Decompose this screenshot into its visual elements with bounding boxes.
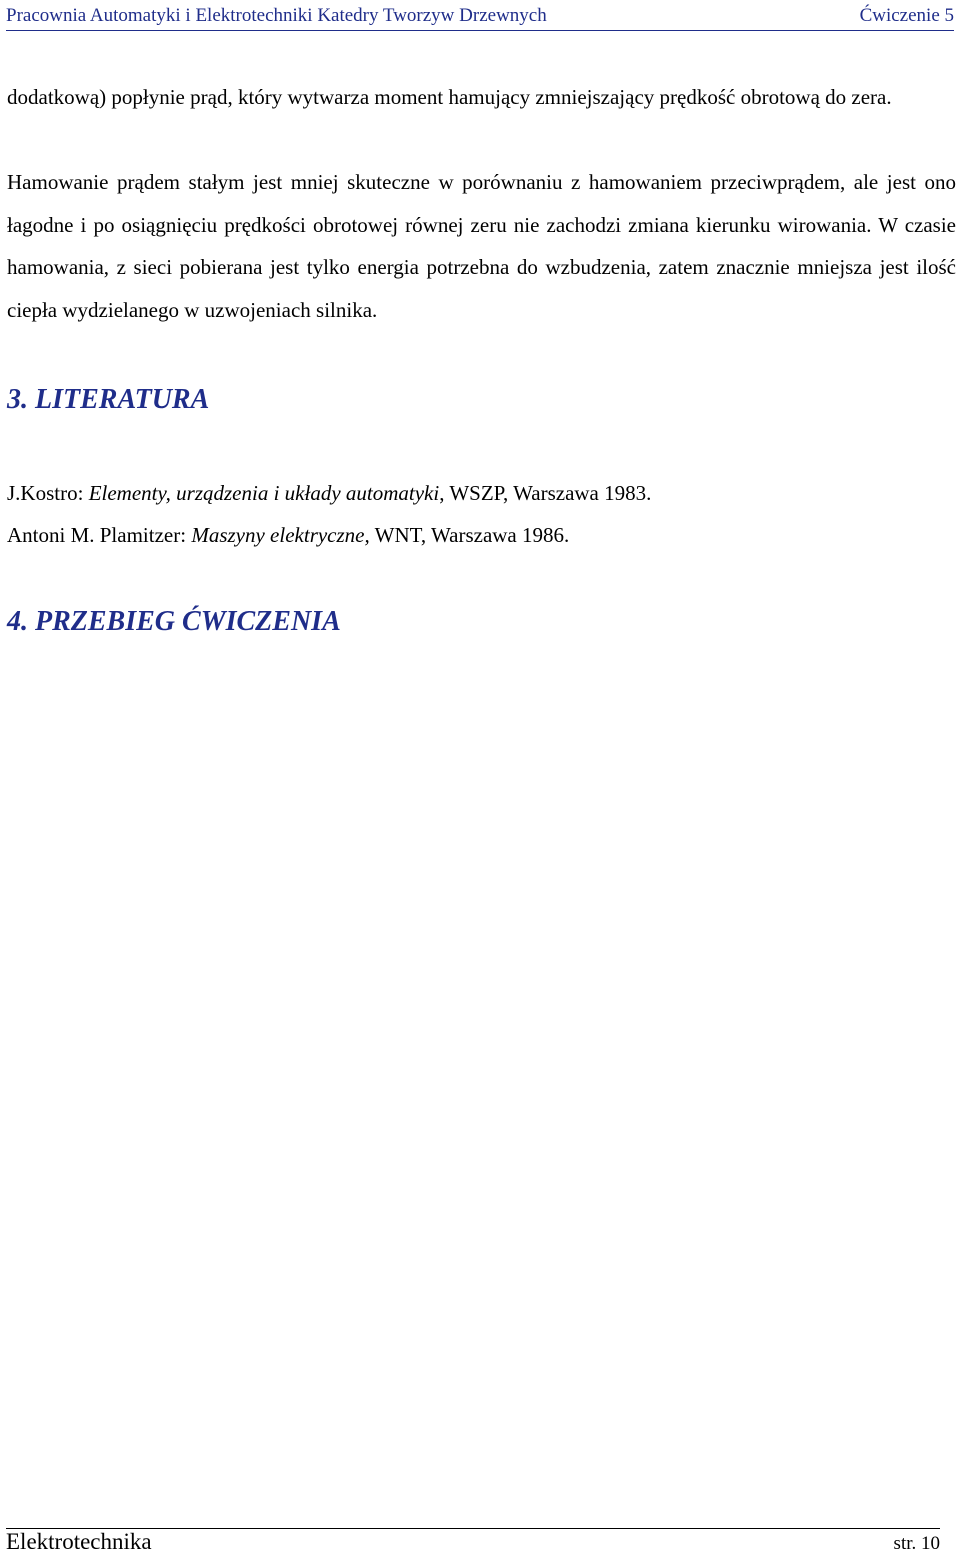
reference-title: Maszyny elektryczne,	[191, 523, 370, 547]
reference-author: Antoni M. Plamitzer:	[7, 523, 192, 547]
reference-publisher: WNT, Warszawa 1986.	[369, 523, 570, 547]
header-exercise: Ćwiczenie 5	[859, 5, 954, 26]
page-header	[6, 2, 954, 31]
page-number: str. 10	[893, 1533, 940, 1554]
section-heading-przebieg: 4. PRZEBIEG ĆWICZENIA	[7, 606, 341, 637]
section-heading-literatura: 3. LITERATURA	[7, 384, 210, 415]
footer-subject: Elektrotechnika	[6, 1529, 152, 1554]
reference-item-1	[7, 481, 651, 506]
paragraph-dc-braking: Hamowanie prądem stałym jest mniej skuteczne w porównaniu z hamowaniem przeciwprądem, ale jest ono łagodne i po osiągnięciu prędkości obrotowej równej zeru nie zachodzi zmiana kierunku wirowania. W czasie hamowania, z sieci pobierana jest tylko energia potrzebna do wzbudzenia, zatem znacznie mniejsza jest ilość ciepła wydzielanego w uzwojeniach silnika.	[7, 170, 956, 322]
paragraph-continuation: dodatkową) popłynie prąd, który wytwarza moment hamujący zmniejszający prędkość obrotową do zera.	[7, 85, 892, 109]
reference-author: J.Kostro:	[7, 481, 89, 505]
reference-item-2	[7, 523, 569, 548]
reference-publisher: , WSZP, Warszawa 1983.	[439, 481, 652, 505]
page-footer	[6, 1528, 940, 1555]
header-title: Pracownia Automatyki i Elektrotechniki Katedry Tworzyw Drzewnych	[6, 5, 547, 26]
reference-title: Elementy, urządzenia i układy automatyki	[88, 481, 440, 505]
